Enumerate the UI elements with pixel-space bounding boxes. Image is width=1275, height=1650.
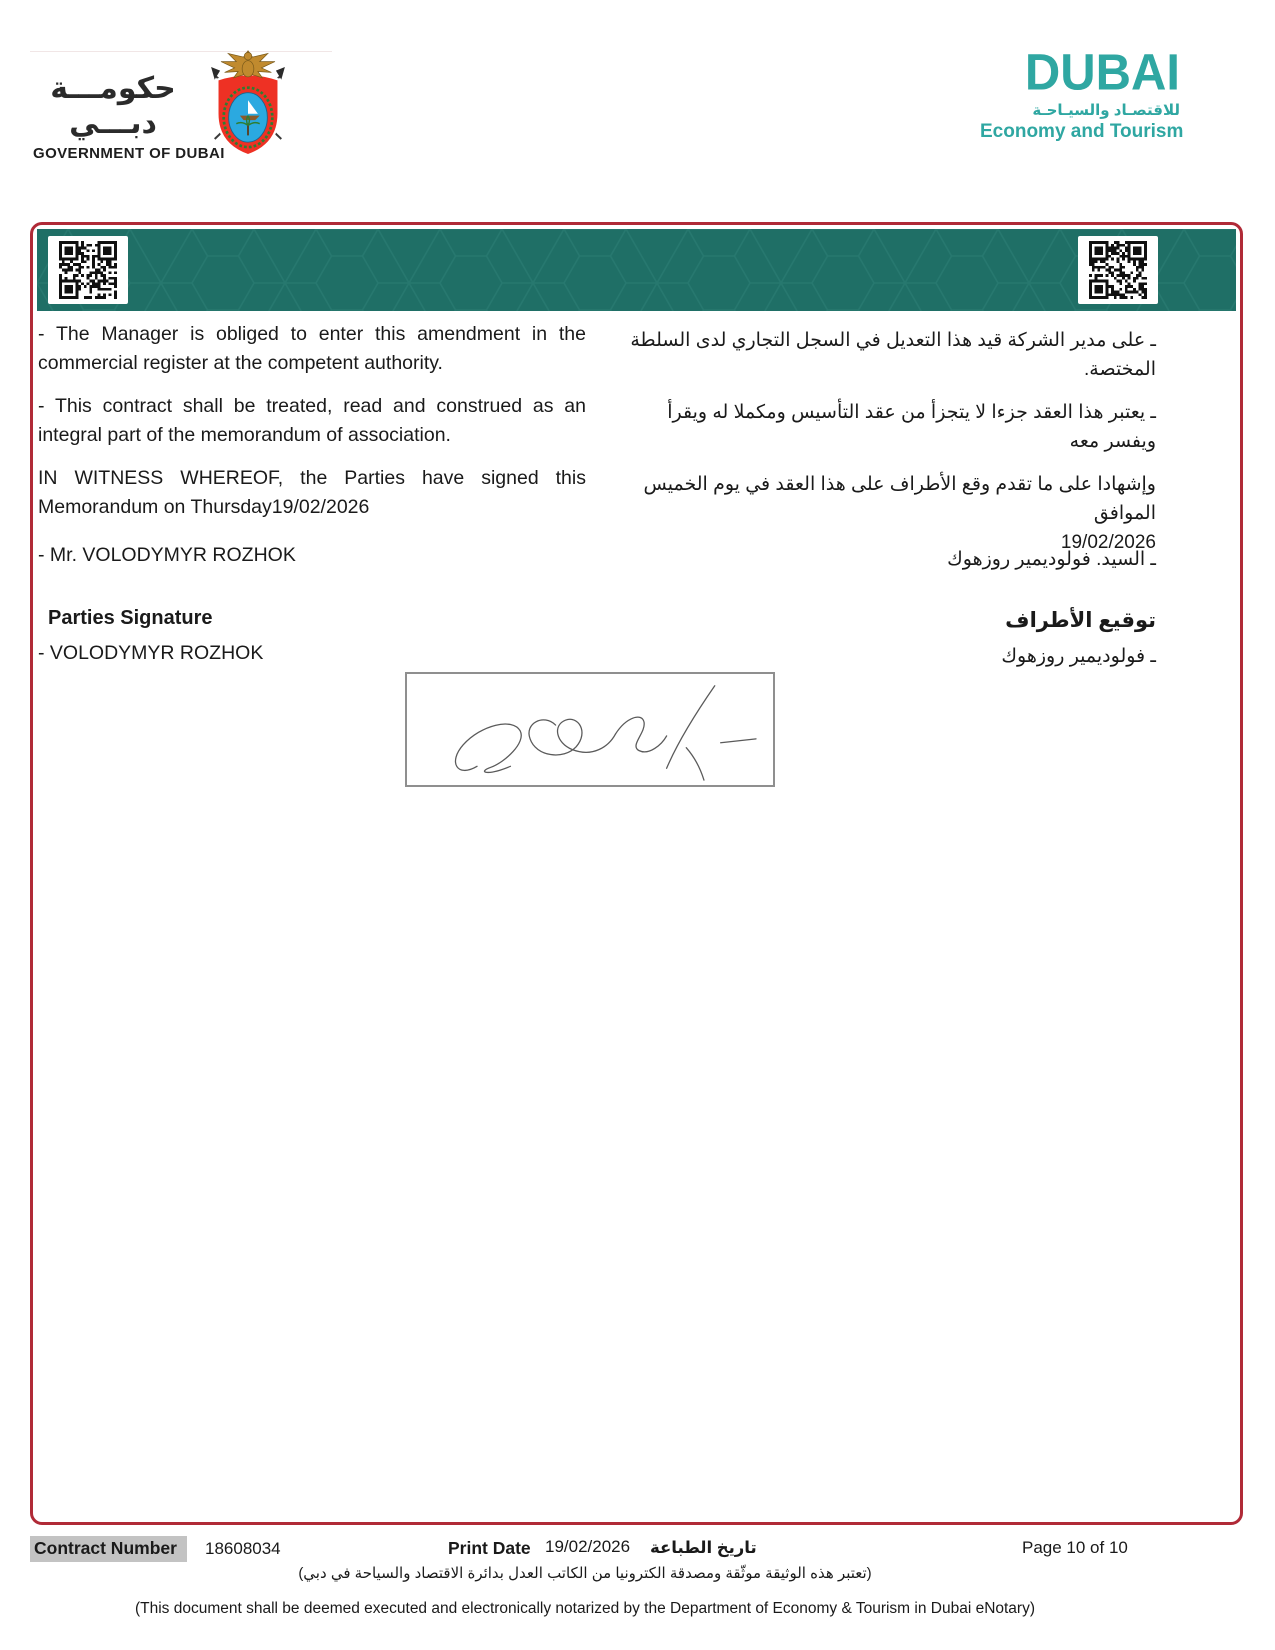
notary-note-arabic: (تعتبر هذه الوثيقة موثّقة ومصدقة الكترونيا من الكاتب العدل بدائرة الاقتصاد والسياحة في دبي) [298,1565,872,1582]
dubai-wordmark: DUBAI [1024,44,1180,102]
parties-signature-title-english: Parties Signature [48,607,213,629]
party-name-arabic: ـ السيد. فولوديمير روزهوك [947,549,1156,570]
government-arabic-label: حكومـــة دبـــي [50,72,176,140]
page-number: Page 10 of 10 [1022,1538,1128,1557]
party-name-english: - Mr. VOLODYMYR ROZHOK [38,544,296,566]
print-date-value: 19/02/2026 [545,1537,631,1556]
government-of-dubai-logo [33,72,225,162]
decorative-banner [37,229,1236,311]
clause-2-arabic: ـ يعتبر هذا العقد جزءا لا يتجزأ من عقد التأسيس ومكملا له ويقرأ ويفسر معه [667,402,1156,452]
contract-number-label: Contract Number [30,1536,187,1562]
parties-signature-title-arabic: توقيع الأطراف [1005,609,1156,632]
witness-clause-arabic [620,470,1156,557]
clause-2-english: - This contract shall be treated, read and construed as an integral part of the memorandum of association. [38,395,586,446]
contract-number-value: 18608034 [205,1539,281,1558]
dubai-economy-tourism-logo [980,44,1184,143]
handwritten-signature [407,674,773,785]
government-english-label: GOVERNMENT OF DUBAI [33,145,225,162]
witness-arabic-text: وإشهادا على ما تقدم وقع الأطراف على هذا العقد في يوم الخميس الموافق [643,474,1156,524]
clause-1-english: - The Manager is obliged to enter this amendment in the commercial register at the competent authority. [38,323,586,374]
signer-name-english: - VOLODYMYR ROZHOK [38,642,264,664]
print-date-label-arabic: تاريخ الطباعة [650,1539,757,1557]
notary-note-english: (This document shall be deemed executed and electronically notarized by the Department of Economy & Tourism in Dubai eNotary) [134,1600,1036,1617]
det-english-label: Economy and Tourism [980,121,1184,142]
witness-arabic-date: 19/02/2026 [1060,532,1156,553]
hexagon-pattern [37,229,1236,311]
signer-name-arabic: ـ فولوديمير روزهوك [1001,646,1156,667]
det-arabic-label: للاقتصـاد والسيـاحـة [1032,102,1180,119]
print-date-label: Print Date [448,1538,531,1558]
clause-1-arabic: ـ على مدير الشركة قيد هذا التعديل في السجل التجاري لدى السلطة المختصة. [630,330,1156,380]
dubai-emblem-icon [203,42,293,169]
qr-code-left [48,236,128,304]
qr-code-right [1078,236,1158,304]
witness-clause-english: IN WITNESS WHEREOF, the Parties have signed this Memorandum on Thursday19/02/2026 [38,467,586,518]
signature-box [405,672,775,787]
